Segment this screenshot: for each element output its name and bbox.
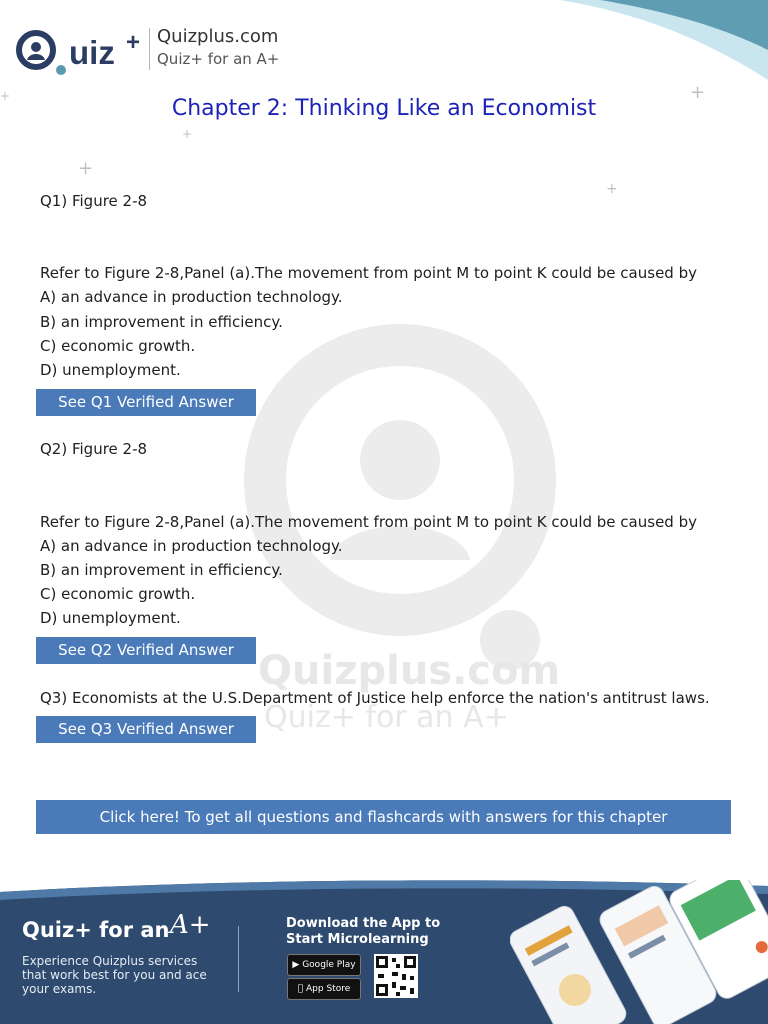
answer-option: A) an advance in production technology. xyxy=(40,537,343,555)
watermark-tagline: Quiz+ for an A+ xyxy=(264,700,509,735)
logo-divider xyxy=(149,28,150,70)
question-heading: Q1) Figure 2-8 xyxy=(40,192,148,210)
svg-text:uiz: uiz xyxy=(69,34,115,71)
see-answer-button[interactable]: See Q1 Verified Answer xyxy=(36,389,256,416)
answer-option: D) unemployment. xyxy=(40,609,181,627)
google-play-button[interactable]: ▶ Google Play xyxy=(287,954,361,976)
question-heading: Q3) Economists at the U.S.Department of Justice help enforce the nation's antitrust laws. xyxy=(40,689,710,707)
watermark-site-name: Quizplus.com xyxy=(258,648,561,694)
answer-option: B) an improvement in efficiency. xyxy=(40,313,283,331)
app-store-button[interactable] xyxy=(287,978,361,1000)
question-heading: Q2) Figure 2-8 xyxy=(40,440,148,458)
page-title: Chapter 2: Thinking Like an Economist xyxy=(171,96,597,121)
plus-decoration-icon: + xyxy=(0,89,11,103)
app-phones-illustration xyxy=(510,880,768,1024)
see-answer-button[interactable]: See Q2 Verified Answer xyxy=(36,637,256,664)
answer-option: B) an improvement in efficiency. xyxy=(40,561,283,579)
app-store-label: App Store xyxy=(301,984,347,994)
plus-decoration-icon: + xyxy=(606,181,618,197)
answer-option: D) unemployment. xyxy=(40,361,181,379)
footer-divider xyxy=(238,926,239,992)
footer-banner xyxy=(0,880,768,1024)
footer-brand: Quiz+ for an xyxy=(22,918,170,942)
footer-brand-grade: A+ xyxy=(170,910,211,940)
site-tagline: Quiz+ for an A+ xyxy=(157,50,280,68)
answer-option: A) an advance in production technology. xyxy=(40,288,343,306)
question-prompt: Refer to Figure 2-8,Panel (a).The movement from point M to point K could be caused by xyxy=(40,264,697,282)
plus-decoration-icon: + xyxy=(182,127,193,141)
question-prompt: Refer to Figure 2-8,Panel (a).The movement from point M to point K could be caused by xyxy=(40,513,697,531)
all-questions-cta-button[interactable]: Click here! To get all questions and flashcards with answers for this chapter xyxy=(36,800,731,834)
answer-option: C) economic growth. xyxy=(40,585,196,603)
google-play-label: Google Play xyxy=(302,960,356,970)
download-line-1: Download the App to xyxy=(286,916,441,931)
footer-description: Experience Quizplus services that work best for you and ace your exams. xyxy=(22,954,207,996)
qr-code-icon[interactable] xyxy=(374,954,418,998)
site-name[interactable]: Quizplus.com xyxy=(157,26,279,47)
download-app-text xyxy=(286,916,440,948)
plus-decoration-icon: + xyxy=(690,82,706,103)
svg-text:+: + xyxy=(126,29,141,56)
quizplus-logo[interactable] xyxy=(14,26,150,76)
plus-decoration-icon: + xyxy=(78,158,94,179)
see-answer-button[interactable]: See Q3 Verified Answer xyxy=(36,716,256,743)
download-line-2: Start Microlearning xyxy=(286,932,429,947)
answer-option: C) economic growth. xyxy=(40,337,196,355)
